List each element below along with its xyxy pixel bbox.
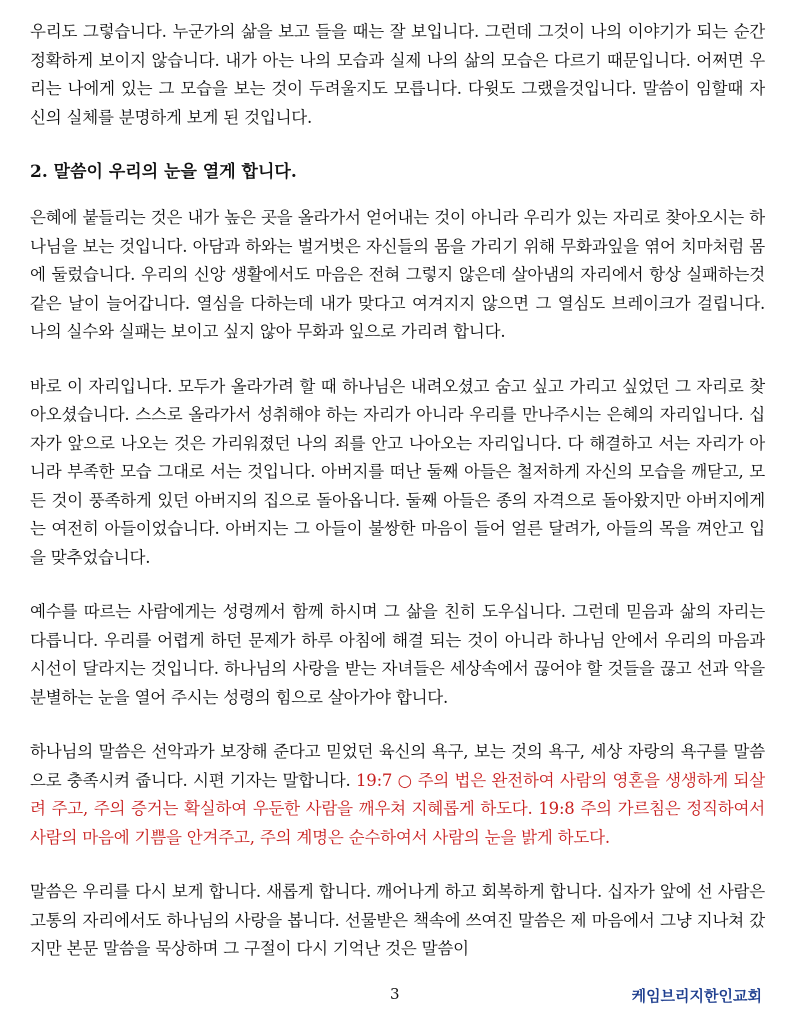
paragraph-6: 말씀은 우리를 다시 보게 합니다. 새롭게 합니다. 깨어나게 하고 회복하게 합니다. 십자가 앞에 선 사람은 고통의 자리에서도 하나님의 사랑을 봅니다. 선물받은 책속에 쓰여진 말씀은 제 마음에서 그냥 지나쳐 갔지만 본문 말씀을 묵상하며 그 구절이 다시 기억난 것은 말씀이 (30, 882, 765, 958)
document-body (30, 18, 765, 990)
paragraph-1: 우리도 그렇습니다. 누군가의 삶을 보고 들을 때는 잘 보입니다. 그런데 그것이 나의 이야기가 되는 순간 정확하게 보이지 않습니다. 내가 아는 나의 모습과 실제 나의 삶의 모습은 다르기 때문입니다. 어쩌면 우리는 나에게 있는 그 모습을 보는 것이 두려울지도 모릅니다. 다윗도 그랬을것입니다. 말씀이 임할때 자신의 실체를 분명하게 보게 된 것입니다. (30, 22, 765, 127)
paragraph-3: 바로 이 자리입니다. 모두가 올라가려 할 때 하나님은 내려오셨고 숨고 싶고 가리고 싶었던 그 자리로 찾아오셨습니다. 스스로 올라가서 성취해야 하는 자리가 아니라 우리를 만나주시는 은혜의 자리입니다. 십자가 앞으로 나오는 것은 가리워졌던 나의 죄를 안고 나아오는 자리입니다. 다 해결하고 서는 자리가 아니라 부족한 모습 그대로 서는 것입니다. 아버지를 떠난 둘째 아들은 철저하게 자신의 모습을 깨닫고, 모든 것이 풍족하게 있던 아버지의 집으로 돌아옵니다. 둘째 아들은 종의 자격으로 돌아왔지만 아버지에게는 여전히 아들이었습니다. 아버지는 그 아들이 불쌍한 마음이 들어 얼른 달려가, 아들의 목을 껴안고 입을 맞추었습니다. (30, 376, 765, 567)
church-name: 케임브리지한인교회 (631, 987, 762, 1005)
scripture-quote: 19:7 ○ 주의 법은 완전하여 사람의 영혼을 생생하게 되살려 주고, 주의 증거는 확실하여 우둔한 사람을 깨우쳐 지혜롭게 하도다. 19:8 주의 가르침은 정직하여서 사람의 마음에 기쁨을 안겨주고, 주의 계명은 순수하여서 사람의 눈을 밝게 하도다. (30, 770, 765, 847)
paragraph-4: 예수를 따르는 사람에게는 성령께서 함께 하시며 그 삶을 친히 도우십니다. 그런데 믿음과 삶의 자리는 다릅니다. 우리를 어렵게 하던 문제가 하루 아침에 해결 되는 것이 아니라 하나님 안에서 우리의 마음과 시선이 달라지는 것입니다. 하나님의 사랑을 받는 자녀들은 세상속에서 끊어야 할 것들을 끊고 선과 악을 분별하는 눈을 열어 주시는 성령의 힘으로 살아가야 합니다. (30, 602, 765, 707)
paragraph-2: 은혜에 붙들리는 것은 내가 높은 곳을 올라가서 얻어내는 것이 아니라 우리가 있는 자리로 찾아오시는 하나님을 보는 것입니다. 아담과 하와는 벌거벗은 자신들의 몸을 가리기 위해 무화과잎을 엮어 치마처럼 몸에 둘렀습니다. 우리의 신앙 생활에서도 마음은 전혀 그렇지 않은데 살아냄의 자리에서 항상 실패하는것 같은 날이 늘어갑니다. 열심을 다하는데 내가 맞다고 여겨지지 않으면 그 열심도 브레이크가 걸립니다. 나의 실수와 실패는 보이고 싶지 않아 무화과 잎으로 가리려 합니다. (30, 208, 765, 341)
paragraph-5-intro: 하나님의 말씀은 선악과가 보장해 준다고 믿었던 육신의 욕구, 보는 것의 욕구, 세상 자랑의 욕구를 말씀으로 충족시켜 줍니다. 시편 기자는 말합니다. (30, 742, 765, 790)
section-heading: 2. 말씀이 우리의 눈을 열게 합니다. (30, 162, 297, 182)
page-number: 3 (390, 985, 400, 1003)
paragraph-5 (30, 738, 765, 852)
